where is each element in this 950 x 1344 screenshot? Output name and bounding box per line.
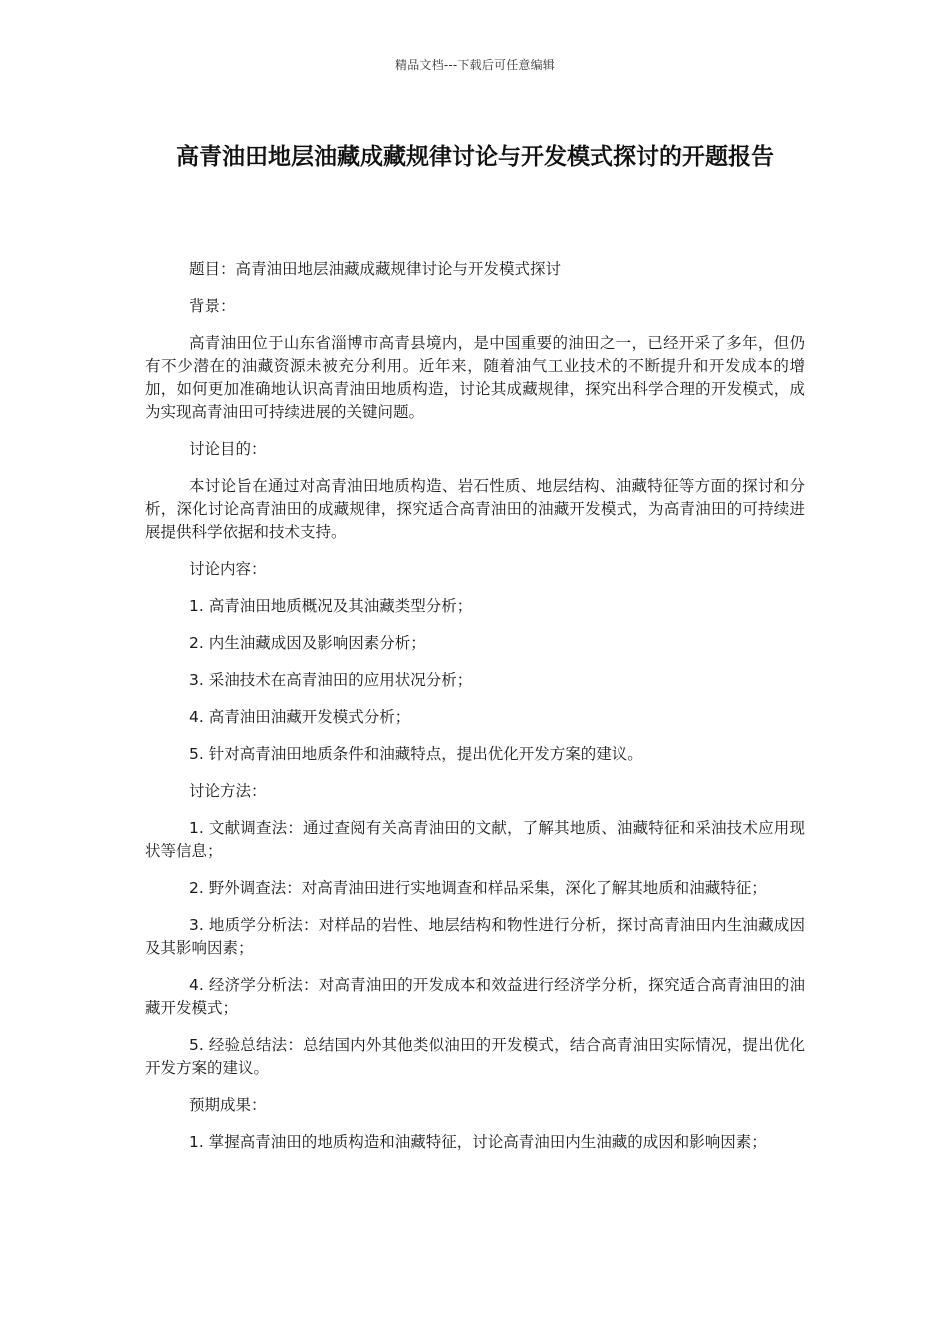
purpose-label: 讨论目的： [189,440,267,458]
results-label: 预期成果： [189,1096,267,1114]
document-title: 高青油田地层油藏成藏规律讨论与开发模式探讨的开题报告 [176,144,774,170]
method-list-item: 1. 文献调查法：通过查阅有关高青油田的文献，了解其地质、油藏特征和采油技术应用现状等信息； [145,819,805,860]
method-list-item: 4. 经济学分析法：对高青油田的开发成本和效益进行经济学分析，探究适合高青油田的油藏开发模式； [145,976,805,1017]
method-list-item: 2. 野外调查法：对高青油田进行实地调查和样品采集，深化了解其地质和油藏特征； [189,879,767,897]
content-list-item: 3. 采油技术在高青油田的应用状况分析； [189,671,473,689]
method-label: 讨论方法： [189,782,267,800]
results-list-item: 1. 掌握高青油田的地质构造和油藏特征，讨论高青油田内生油藏的成因和影响因素； [189,1133,767,1151]
content-list-item: 1. 高青油田地质概况及其油藏类型分析； [189,597,473,615]
topic-line: 题目：高青油田地层油藏成藏规律讨论与开发模式探讨 [189,260,562,278]
content-list-item: 2. 内生油藏成因及影响因素分析； [189,634,426,652]
purpose-paragraph: 本讨论旨在通过对高青油田地质构造、岩石性质、地层结构、油藏特征等方面的探讨和分析，深化讨论高青油田的成藏规律，探究适合高青油田的油藏开发模式，为高青油田的可持续进展提供科学依据和技术支持。 [145,477,805,541]
method-list-item: 5. 经验总结法：总结国内外其他类似油田的开发模式，结合高青油田实际情况，提出优化开发方案的建议。 [145,1036,805,1077]
background-paragraph: 高青油田位于山东省淄博市高青县境内，是中国重要的油田之一，已经开采了多年，但仍有不少潜在的油藏资源未被充分利用。近年来，随着油气工业技术的不断提升和开发成本的增加，如何更加准确地认识高青油田地质构造，讨论其成藏规律，探究出科学合理的开发模式，成为实现高青油田可持续进展的关键问题。 [145,334,805,421]
header-note: 精品文档---下载后可任意编辑 [395,58,555,72]
content-label: 讨论内容： [189,560,267,578]
method-list-item: 3. 地质学分析法：对样品的岩性、地层结构和物性进行分析，探讨高青油田内生油藏成因及其影响因素； [145,916,805,957]
background-label: 背景： [189,297,236,315]
content-list-item: 4. 高青油田油藏开发模式分析； [189,708,411,726]
content-list-item: 5. 针对高青油田地质条件和油藏特点，提出优化开发方案的建议。 [189,745,643,763]
document-body [145,258,805,1168]
